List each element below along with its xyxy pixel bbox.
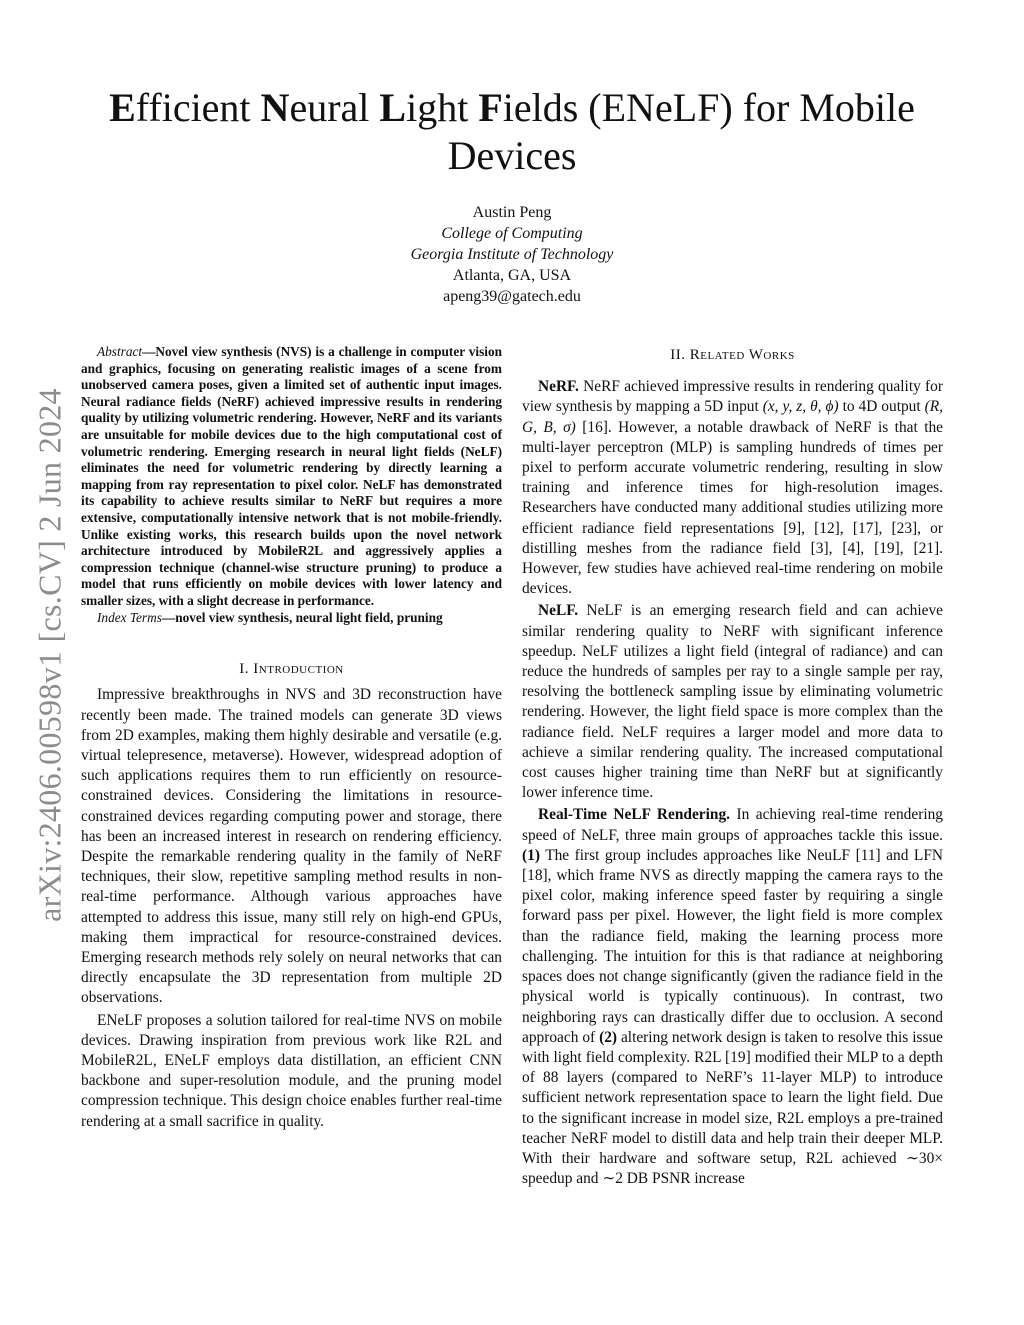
realtime-text-2: The first group includes approaches like NeuLF [11] and LFN [18], which frame NVS as directly mapping the camera rays to the pixel color, making inference speed faster by requiring a single forward pass per pixel. However, the light field is more complex than the radiance field, making the learning process more challenging. The intuition for this is that radiance at neighboring spaces does not change significantly (given the radiance field in the physical world is typically continuous). In contrast, two neighboring rays can drastically differ due to occlusion. A second approach of xyxy=(522,846,943,1046)
title-part-efficient: fficient xyxy=(135,85,261,130)
section-title: Introduction xyxy=(253,661,344,678)
paper-title xyxy=(80,84,944,180)
paragraph-realtime-nelf xyxy=(522,805,943,1189)
section-heading-introduction xyxy=(81,659,502,679)
arxiv-identifier: arXiv:2406.00598v1 [cs.CV] 2 Jun 2024 xyxy=(31,388,68,922)
title-part-neural: eural xyxy=(289,85,380,130)
section-heading-related-works xyxy=(522,345,943,365)
nelf-text: NeLF is an emerging research field and can achieve similar rendering quality to NeRF with significant inference speedup. NeLF utilizes a light field (integral of radiance) and can reduce the hundreds of samples per ray to a single sample per ray, resolving the bottleneck sampling issue by eliminating volumetric rendering. However, the light field space is more complex than the radiance field. NeLF requires a larger model and more data to achieve a similar rendering quality. The increased computational cost causes higher training time than NeRF but at significantly lower inference time. xyxy=(522,602,943,802)
title-initial-f: F xyxy=(478,85,503,130)
section-number: I. xyxy=(239,661,254,678)
abstract-lead: Abstract xyxy=(97,344,143,359)
paragraph-nerf xyxy=(522,377,943,599)
author-location: Atlanta, GA, USA xyxy=(452,267,572,284)
math-5d-input: (x, y, z, θ, ϕ) xyxy=(762,398,839,416)
author-email: apeng39@gatech.edu xyxy=(443,288,581,305)
right-column xyxy=(522,344,943,1191)
runin-heading-realtime: Real-Time NeLF Rendering. xyxy=(538,806,731,824)
abstract-text: —Novel view synthesis (NVS) is a challenge in computer vision and graphics, focusing on generating realistic images of a scene from unobserved camera poses, given a limited set of authentic input images. Neural radiance fields (NeRF) achieved impressive results in rendering quality by utilizing volumetric rendering. However, NeRF and its variants are unsuitable for mobile devices due to the high computational cost of volumetric rendering. Emerging research in neural light fields (NeLF) eliminates the need for volumetric rendering by directly learning a mapping from ray representation to pixel color. NeLF has demonstrated its capability to achieve results similar to NeRF but requires a more extensive, computationally intensive network that is not mobile-friendly. Unlike existing works, this research builds upon the novel network architecture introduced by MobileR2L and aggressively applies a compression technique (channel-wise structure pruning) to produce a model that runs efficiently on mobile devices with lower latency and smaller sizes, with a slight decrease in performance. xyxy=(81,344,502,608)
math-4d-output: (R, G, B, σ) xyxy=(522,398,943,436)
title-part-rest: ields (ENeLF) for Mobile Devices xyxy=(447,85,915,178)
index-terms-lead: Index Terms xyxy=(97,609,162,625)
title-initial-l: L xyxy=(379,85,407,130)
author-name: Austin Peng xyxy=(472,204,552,221)
title-initial-e: E xyxy=(109,85,136,130)
nerf-text-2: to 4D output xyxy=(838,398,925,416)
index-terms-text: —novel view synthesis, neural light field, pruning xyxy=(161,609,443,625)
realtime-text-3: altering network design is taken to resolve this issue with light field complexity. R2L [19] modified their MLP to a depth of 88 layers (compared to NeRF’s 11-layer MLP) to introduce sufficient network representation space to learn the light field. Due to the significant increase in model size, R2L employs a pre-trained teacher NeRF model to distill data and help train their deeper MLP. With their hardware and software setup, R2L achieved ∼30× speedup and ∼2 DB PSNR increase xyxy=(522,1028,943,1188)
left-column xyxy=(81,344,502,1134)
author-institution: Georgia Institute of Technology xyxy=(410,246,614,263)
approach-marker-1: (1) xyxy=(522,846,540,864)
runin-heading-nerf: NeRF. xyxy=(538,378,579,396)
section-title: Related Works xyxy=(689,347,795,363)
author-block xyxy=(312,202,712,307)
realtime-text-1: In achieving real-time rendering speed of NeLF, three main groups of approaches tackle this issue. xyxy=(522,806,943,844)
runin-heading-nelf: NeLF. xyxy=(538,602,579,620)
abstract xyxy=(81,344,502,610)
intro-paragraph-2: ENeLF proposes a solution tailored for real-time NVS on mobile devices. Drawing inspiration from previous work like R2L and MobileR2L, ENeLF employs data distillation, an efficient CNN backbone and super-resolution module, and the pruning model compression technique. This design choice enables further real-time rendering at a small sacrifice in quality. xyxy=(81,1011,502,1130)
nerf-text-3: [16]. However, a notable drawback of NeRF is that the multi-layer perceptron (MLP) is sampling hundreds of times per pixel to perform accurate volumetric rendering, resulting in slow training and inference times for high-resolution images. Researchers have conducted many additional studies utilizing more efficient radiance field representations [9], [12], [17], [23], or distilling meshes from the radiance field [3], [4], [19], [21]. However, few studies have achieved real-time rendering on mobile devices. xyxy=(522,418,944,598)
paragraph-nelf xyxy=(522,601,943,803)
section-number: II. xyxy=(670,347,690,363)
author-department: College of Computing xyxy=(441,225,583,242)
intro-paragraph-1: Impressive breakthroughs in NVS and 3D reconstruction have recently been made. The trained models can generate 3D views from 2D examples, making them highly desirable and versatile (e.g. virtual telepresence, metaverse). However, widespread adoption of such applications requires them to run efficiently on resource-constrained devices. Considering the limitations in resource-constrained devices regarding computing power and storage, there has been an increased interest in research on rendering efficiency. Despite the remarkable rendering quality in the family of NeRF techniques, their slow, repetitive sampling method results in non-real-time performance. Although various approaches have attempted to address this issue, many still rely on high-end GPUs, making them impractical for resource-constrained devices. Emerging research methods rely solely on neural networks that can directly encapsulate the 3D representation from multiple 2D observations. xyxy=(81,686,502,1007)
title-initial-n: N xyxy=(260,85,290,130)
nerf-text-1: NeRF achieved impressive results in rendering quality for view synthesis by mapping a 5D input xyxy=(522,378,943,416)
title-part-light: ight xyxy=(406,85,479,130)
approach-marker-2: (2) xyxy=(599,1028,618,1046)
index-terms xyxy=(81,610,502,627)
